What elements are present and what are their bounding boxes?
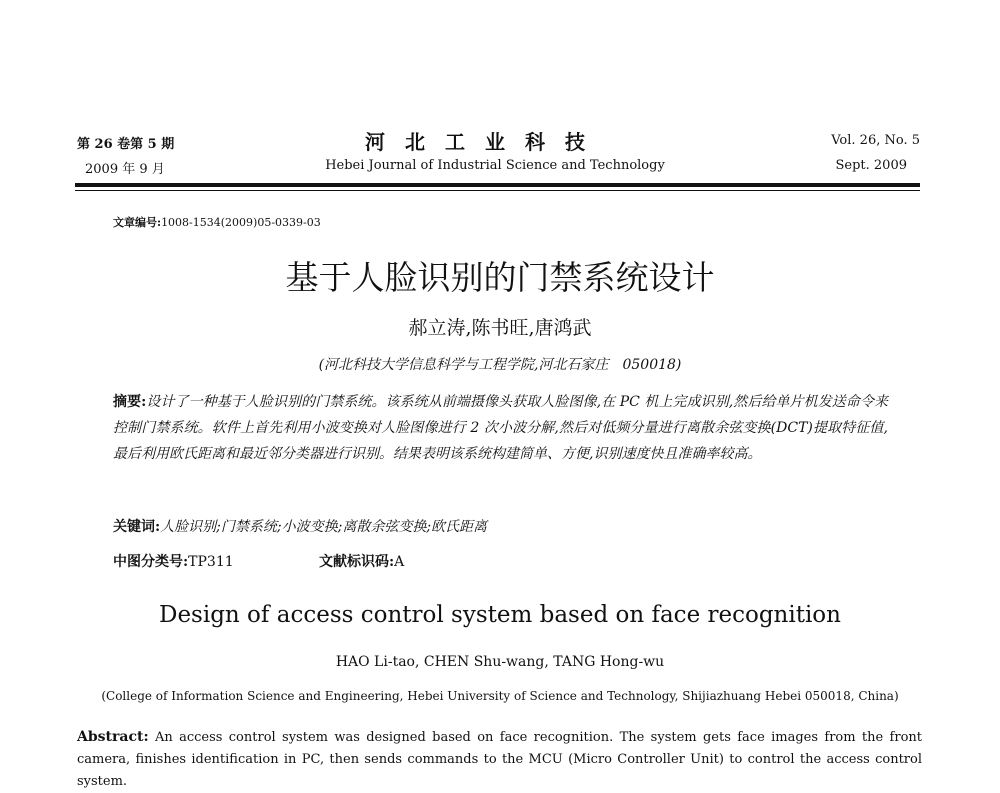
paper-title-en: Design of access control system based on face recognition <box>159 602 841 628</box>
header-rule-thick <box>75 183 920 187</box>
journal-date-en: Sept. 2009 <box>835 158 907 173</box>
journal-name-cn: 河北工业科技 <box>365 130 605 154</box>
affiliation-cn: (河北科技大学信息科学与工程学院,河北石家庄 050018) <box>318 357 682 373</box>
article-id-label: 文章编号: <box>113 216 162 229</box>
abstract-cn-text: 设计了一种基于人脸识别的门禁系统。该系统从前端摄像头获取人脸图像,在 PC 机上完成识别,然后给单片机发送命令来控制门禁系统。软件上首先利用小波变换对人脸图像进行 2 次小波分解,然后对低频分量进行离散余弦变换(DCT)提取特征值,最后利用欧氏距离和最近邻分类器进行识别。结果表明该系统构建简单、方便,识别速度快且准确率较高。 <box>113 394 888 462</box>
journal-date-cn: 2009 年 9 月 <box>85 162 165 177</box>
keywords-cn-text: 人脸识别;门禁系统;小波变换;离散余弦变换;欧氏距离 <box>160 519 488 535</box>
abstract-cn <box>113 389 888 467</box>
abstract-en-label: Abstract: <box>77 729 149 745</box>
authors-cn: 郝立涛,陈书旺,唐鸿武 <box>408 317 592 339</box>
journal-name-en: Hebei Journal of Industrial Science and Technology <box>325 158 665 173</box>
journal-volume-issue-en: Vol. 26, No. 5 <box>831 133 920 148</box>
journal-volume-issue-cn: 第 26 卷第 5 期 <box>77 137 175 152</box>
doc-code-label: 文献标识码: <box>319 554 395 570</box>
article-id <box>113 214 321 230</box>
authors-en: HAO Li-tao, CHEN Shu-wang, TANG Hong-wu <box>335 654 665 670</box>
clc-value: TP311 <box>188 554 234 570</box>
affiliation-en: (College of Information Science and Engineering, Hebei University of Science and Technology, Shijiazhuang Hebei 050018, China) <box>101 689 899 703</box>
document-code <box>319 551 404 571</box>
article-id-value: 1008-1534(2009)05-0339-03 <box>161 216 321 229</box>
keywords-cn-label: 关键词: <box>113 519 161 535</box>
keywords-cn <box>113 516 487 536</box>
clc-number <box>113 551 234 571</box>
abstract-cn-label: 摘要: <box>113 394 147 410</box>
clc-label: 中图分类号: <box>113 554 189 570</box>
paper-title-cn: 基于人脸识别的门禁系统设计 <box>285 258 715 297</box>
abstract-en-text: An access control system was designed based on face recognition. The system gets face images from the front camera, finishes identification in PC, then sends commands to the MCU (Micro Controller Unit) to control the access control system. <box>77 730 922 789</box>
doc-code-value: A <box>394 554 405 570</box>
header-rule-thin <box>75 190 920 191</box>
